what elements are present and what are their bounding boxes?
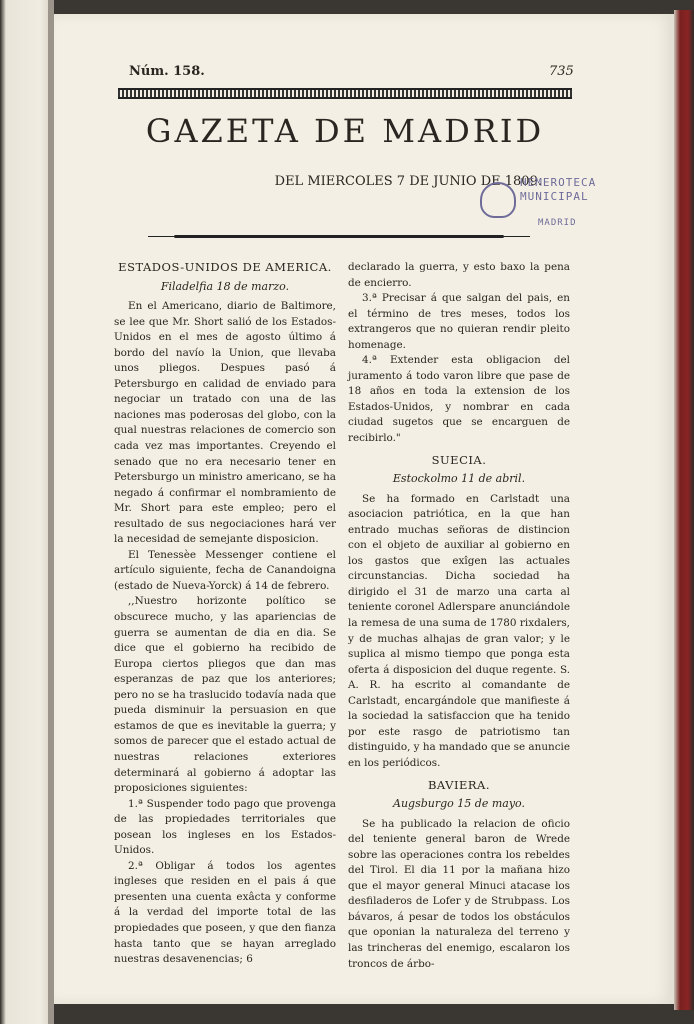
- masthead-rule: [174, 235, 504, 238]
- issue-number: Núm. 158.: [129, 64, 205, 79]
- library-stamp: [476, 174, 616, 232]
- article-paragraph: ,,Nuestro horizonte político se obscurece mucho, y las apariencias de guerra se aumentan de dia en dia. Se dice que el gobierno ha recibido de Europa ciertos pliegos que dan mas esperanzas de paz que los anteriores; pero no se ha traslucido todavía nada que pueda disminuir la persuasion en que estamos de que es inevitable la guerra; y somos de parecer que el estado actual de nuestras relaciones exteriores determinará al gobierno á adoptar las proposiciones siguientes:: [114, 595, 336, 795]
- section-dateline-usa: Filadelfia 18 de marzo.: [160, 279, 290, 293]
- crest-icon: [480, 182, 516, 218]
- section-heading-bavaria: BAVIERA.: [427, 777, 491, 792]
- masthead-title: GAZETA DE MADRID: [145, 112, 545, 150]
- article-paragraph: Se ha formado en Carlstadt una asociacion patriótica, en la que han entrado muchas señoras de distincion con el objeto de auxiliar al gobierno en los gastos que exîgen las actuales circunstancias. Dicha sociedad ha dirigido el 31 de marzo una carta al teniente coronel Adlerspare anunciándole la remesa de una suma de 1780 rixdalers, y de muchas alhajas de gran valor; y le suplica al mismo tiempo que ponga esta oferta á disposicion del duque regente. S. A. R. ha escrito al comandante de Carlstadt, encargándole que manifieste á la sociedad la satisfaccion que ha tenido por este rasgo de patriotismo tan distinguido, y ha mandado que se anuncie en los periódicos.: [348, 492, 570, 769]
- article-paragraph: El Tenessèe Messenger contiene el artículo siguiente, fecha de Canandoigna (estado de Nueva-Yorck) á 14 de febrero.: [114, 548, 336, 592]
- top-rule: [118, 88, 572, 99]
- section-heading-usa: ESTADOS-UNIDOS DE AMERICA.: [118, 260, 332, 274]
- section-dateline-sweden: Estockolmo 11 de abril.: [392, 472, 526, 486]
- right-column: [348, 260, 570, 972]
- stamp-line-2: MUNICIPAL: [520, 190, 589, 203]
- article-paragraph: 4.ª Extender esta obligacion del juramento á todo varon libre que pase de 18 años en toda la extension de los Estados-Unidos, y nombrar en cada ciudad sugetos que se encarguen de recibirlo.": [348, 354, 570, 445]
- stamp-line-1: HEMEROTECA: [520, 176, 597, 189]
- page-number: 735: [549, 64, 574, 79]
- article-paragraph: Se ha publicado la relacion de oficio del teniente general baron de Wrede sobre las operaciones contra los rebeldes del Tirol. El dia 11 por la mañana hizo que el mayor general Minuci atacase los desfiladeros de Lofer y de Strubpass. Los bávaros, á pesar de todos los obstáculos que oponian la naturaleza del terreno y las trincheras del enemigo, escalaron los troncos de árbo-: [348, 817, 570, 970]
- article-paragraph: 3.ª Precisar á que salgan del pais, en el término de tres meses, todos los extrangeros que no quieran rendir pleito homenage.: [348, 292, 570, 351]
- issue-dateline: DEL MIERCOLES 7 DE JUNIO DE 1809.: [274, 174, 542, 189]
- stamp-line-3: MADRID: [538, 218, 577, 228]
- article-paragraph: 2.ª Obligar á todos los agentes ingleses que residen en el pais á que presenten una cuenta exâcta y conforme á la verdad del importe total de las propiedades que poseen, y que den fianza hasta tanto que se hayan arreglado nuestras desavenencias; 6: [114, 859, 336, 966]
- article-paragraph: En el Americano, diario de Baltimore, se lee que Mr. Short salió de los Estados-Unidos en el mes de agosto último á bordo del navío la Union, que llevaba unos pliegos. Despues pasó á Petersburgo en calidad de enviado para negociar un tratado con una de las naciones mas poderosas del globo, con la qual nuestras relaciones de comercio son cada vez mas importantes. Creyendo el senado que no era necesario tener en Petersburgo un ministro americano, se ha negado á confirmar el nombramiento de Mr. Short para este empleo; pero el resultado de sus negociaciones hará ver la necesidad de semejante disposicion.: [114, 300, 336, 546]
- article-paragraph: declarado la guerra, y esto baxo la pena de encierro.: [348, 261, 570, 289]
- section-heading-sweden: SUECIA.: [431, 452, 487, 467]
- newspaper-page: [54, 14, 674, 1004]
- article-paragraph: 1.ª Suspender todo pago que provenga de las propiedades territoriales que posean los ingleses en los Estados-Unidos.: [114, 797, 336, 857]
- page-edge: [674, 10, 694, 1010]
- book-spine: [0, 0, 52, 1024]
- section-dateline-bavaria: Augsburgo 15 de mayo.: [393, 797, 525, 811]
- left-column: [114, 260, 336, 968]
